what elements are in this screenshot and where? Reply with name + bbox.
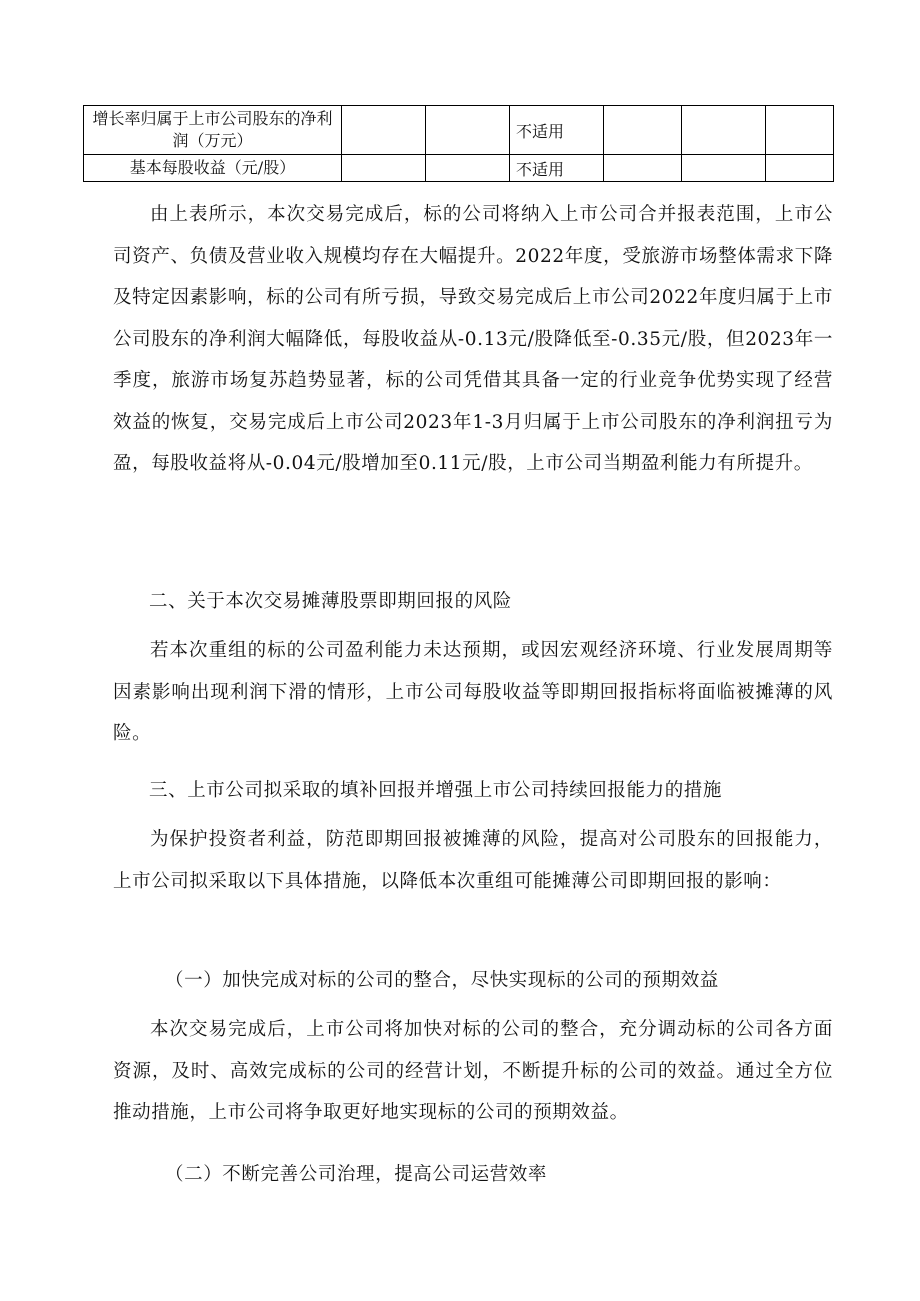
table-cell (342, 106, 426, 155)
table-cell (604, 106, 682, 155)
row-value: 不适用 (510, 106, 604, 155)
paragraph-integration: 本次交易完成后，上市公司将加快对标的公司的整合，充分调动标的公司各方面资源，及时、高效完成标的公司的经营计划，不断提升标的公司的效益。通过全方位推动措施，上市公司将争取更好地实现标的公司的预期效益。 (113, 1019, 833, 1123)
paragraph-risk: 若本次重组的标的公司盈利能力未达预期，或因宏观经济环境、行业发展周期等因素影响出现利润下滑的情形，上市公司每股收益等即期回报指标将面临被摊薄的风险。 (113, 640, 833, 744)
row-label: 增长率归属于上市公司股东的净利润（万元） (84, 106, 342, 155)
table-cell (426, 106, 510, 155)
row-label: 基本每股收益（元/股） (84, 155, 342, 182)
table-cell (682, 155, 766, 182)
financial-table (83, 105, 834, 182)
table-cell (682, 106, 766, 155)
sub-heading-2: （二）不断完善公司治理，提高公司运营效率 (165, 1164, 548, 1185)
table-cell (342, 155, 426, 182)
table-cell (426, 155, 510, 182)
paragraph-measures: 为保护投资者利益，防范即期回报被摊薄的风险，提高对公司股东的回报能力，上市公司拟采取以下具体措施，以降低本次重组可能摊薄公司即期回报的影响： (113, 829, 833, 892)
table-row (84, 106, 834, 155)
table-cell (766, 155, 834, 182)
table-cell (766, 106, 834, 155)
sub-heading-1: （一）加快完成对标的公司的整合，尽快实现标的公司的预期效益 (165, 970, 719, 991)
table-row (84, 155, 834, 182)
row-value: 不适用 (510, 155, 604, 182)
section-heading-2: 二、关于本次交易摊薄股票即期回报的风险 (149, 591, 512, 612)
section-heading-3: 三、上市公司拟采取的填补回报并增强上市公司持续回报能力的措施 (149, 780, 723, 801)
paragraph-summary: 由上表所示，本次交易完成后，标的公司将纳入上市公司合并报表范围，上市公司资产、负债及营业收入规模均存在大幅提升。2022年度，受旅游市场整体需求下降及特定因素影响，标的公司有所亏损，导致交易完成后上市公司2022年度归属于上市公司股东的净利润大幅降低，每股收益从-0.13元/股降低至-0.35元/股，但2023年一季度，旅游市场复苏趋势显著，标的公司凭借其具备一定的行业竞争优势实现了经营效益的恢复，交易完成后上市公司2023年1-3月归属于上市公司股东的净利润扭亏为盈，每股收益将从-0.04元/股增加至0.11元/股，上市公司当期盈利能力有所提升。 (113, 204, 833, 474)
table-cell (604, 155, 682, 182)
